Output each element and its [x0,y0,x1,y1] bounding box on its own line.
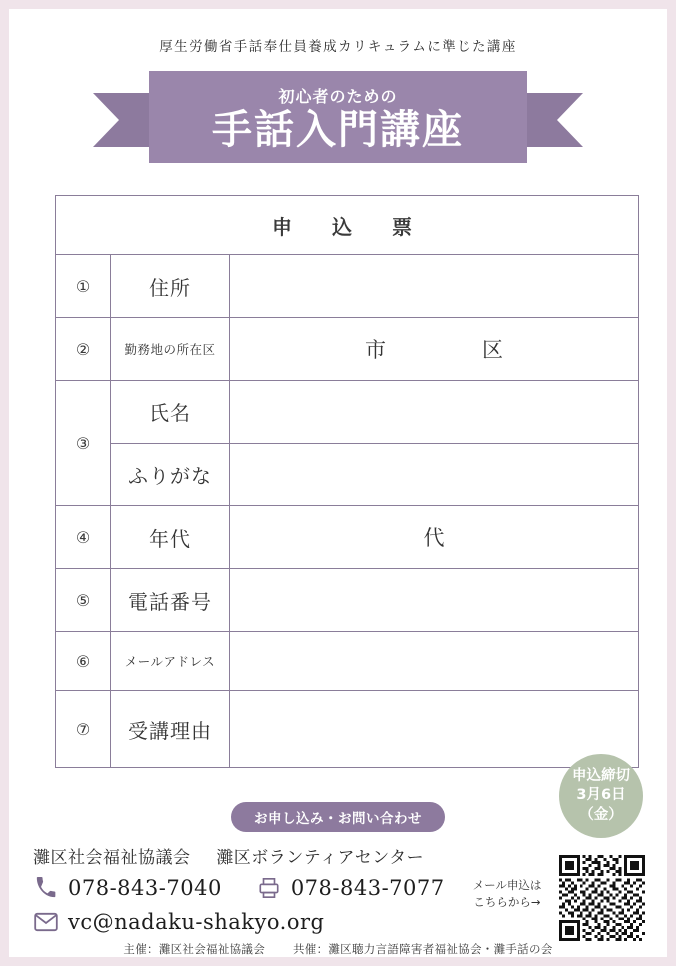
row-label-reason: 受講理由 [111,691,230,767]
input-reason[interactable] [230,691,638,767]
row-label-furigana: ふりがな [111,444,230,506]
row-number: ④ [56,506,111,568]
table-row [56,254,638,317]
qr-note-line2: こちらから→ [473,895,541,910]
form-title-row [56,196,638,254]
table-subrow [111,381,638,443]
org-name-2: 灘区ボランティアセンター [216,848,425,868]
input-workplace[interactable] [230,318,638,380]
footer [9,941,667,957]
qr-code[interactable] [559,855,645,941]
marker-ku: 区 [482,338,503,362]
row-number: ⑦ [56,691,111,767]
row-label-email: メールアドレス [111,632,230,690]
table-row [56,317,638,380]
phone-number[interactable]: 078-843-7040 [68,876,222,900]
footer-host: 主催：灘区社会福祉協議会 [123,942,266,956]
ribbon-title: 手話入門講座 [212,106,464,153]
deadline-date: 3月6日 [576,787,626,804]
ribbon-subtitle: 初心者のための [278,86,398,106]
row-number: ⑥ [56,632,111,690]
input-furigana[interactable] [230,444,638,506]
email-row [33,909,324,935]
deadline-badge [559,754,643,838]
input-phone[interactable] [230,569,638,631]
row-label-workplace: 勤務地の所在区 [111,318,230,380]
contact-pill: お申し込み・お問い合わせ [231,802,445,832]
fax-number: 078-843-7077 [290,876,445,900]
table-row [56,631,638,690]
row-label-phone: 電話番号 [111,569,230,631]
input-address[interactable] [230,255,638,317]
row-number: ① [56,255,111,317]
row-label-address: 住所 [111,255,230,317]
phone-fax-row [33,875,445,901]
form-title: 申 込 票 [272,214,422,239]
deadline-weekday: （金） [579,806,623,823]
footer-cohost: 共催：灘区聴力言語障害者福祉協会・灘手話の会 [292,942,553,956]
flyer-inner [9,9,667,957]
phone-icon [33,875,59,901]
table-subrow [111,443,638,506]
top-note: 厚生労働省手話奉仕員養成カリキュラムに準じた講座 [159,39,517,55]
table-row-name [56,380,638,505]
row-number: ⑤ [56,569,111,631]
mail-icon [33,909,59,935]
email-address[interactable]: vc@nadaku-shakyo.org [68,910,325,934]
application-form [55,195,639,768]
row-label-name: 氏名 [111,381,230,443]
organization-line [33,843,424,868]
marker-shi: 市 [365,338,386,362]
row-label-age: 年代 [111,506,230,568]
ribbon-main [149,71,527,163]
input-email[interactable] [230,632,638,690]
input-name[interactable] [230,381,638,443]
table-row [56,568,638,631]
title-ribbon [9,71,667,163]
fax-icon [256,875,282,901]
name-stack [111,381,638,505]
qr-note [465,877,549,912]
org-name-1: 灘区社会福祉協議会 [33,848,191,868]
input-age[interactable]: 代 [423,526,445,550]
deadline-label: 申込締切 [572,767,630,784]
qr-note-line1: メール申込は [472,878,542,892]
row-number: ② [56,318,111,380]
row-number: ③ [56,381,111,505]
table-row [56,505,638,568]
table-row [56,690,638,767]
